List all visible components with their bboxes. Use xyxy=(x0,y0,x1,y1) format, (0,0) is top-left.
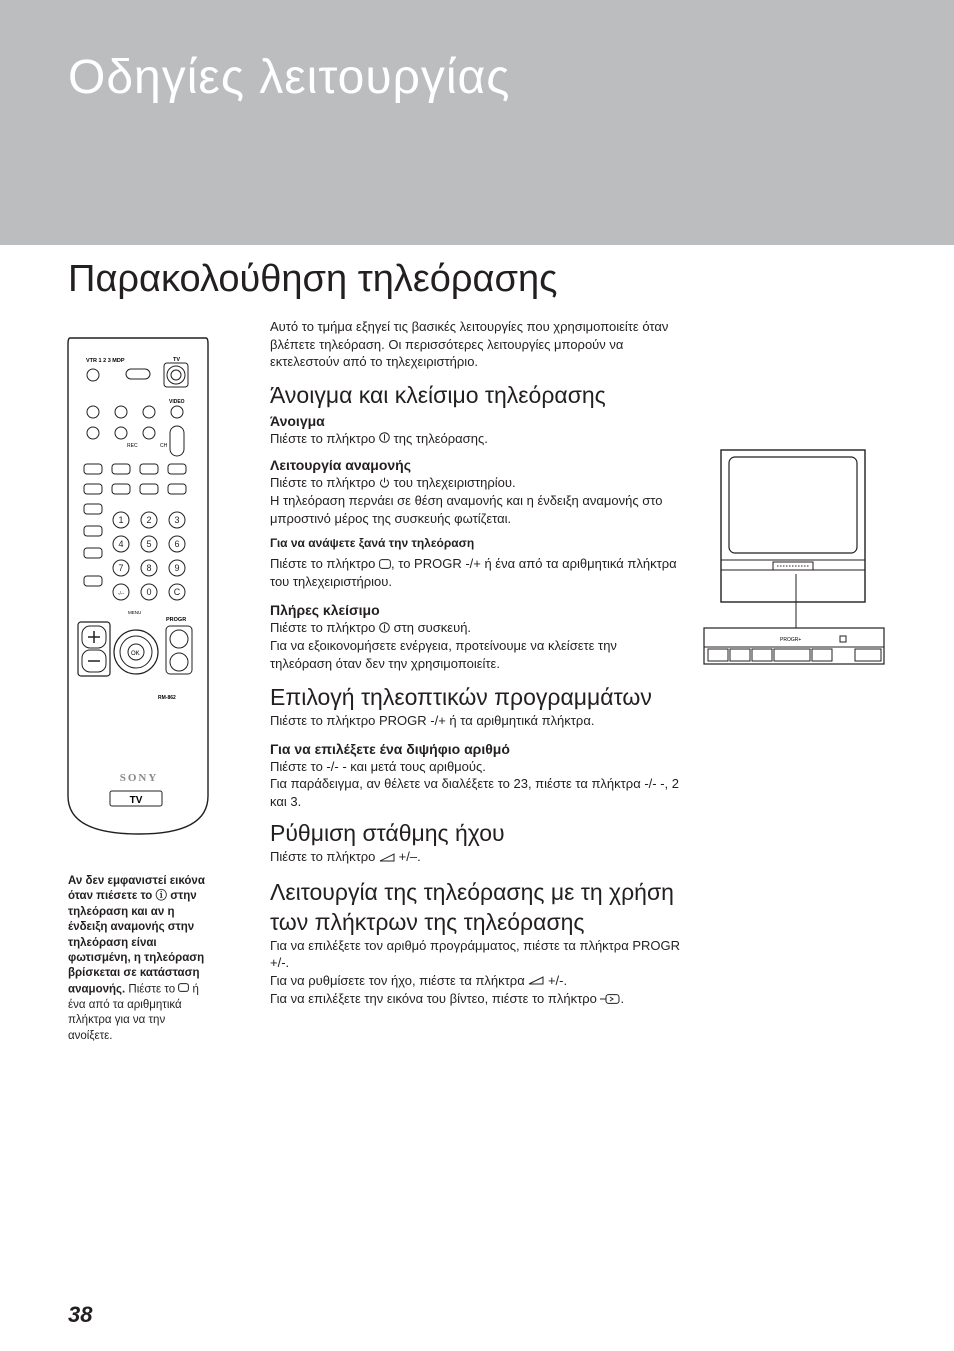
heading-tv-buttons: Λειτουργία της τηλεόρασης με τη χρήση των πλήκτρων της τηλεόρασης xyxy=(270,878,674,935)
subheading-standby: Λειτουργία αναμονής xyxy=(270,456,411,473)
subheading-open: Άνοιγμα xyxy=(270,412,325,429)
main-power-icon xyxy=(379,620,390,638)
remote-digit-5: 5 xyxy=(146,539,152,549)
tv-buttons-text-3: Για να επιλέξετε την εικόνα του βίντεο, πιέστε το πλήκτρο . xyxy=(270,990,700,1008)
side-note: Αν δεν εμφανιστεί εικόνα όταν πιέσετε το ⓘ στην τηλεόραση και αν η ένδειξη αναμονής στην τηλεόραση είναι φωτισμένη, η τηλεόραση βρίσκεται σε κατάσταση αναμονής. Πιέστε το ή ένα από τα αριθμητικά πλήκτρα για να την ανοίξετε. xyxy=(68,875,205,1042)
remote-menu-label: MENU xyxy=(128,610,142,615)
tv-set-illustration xyxy=(700,448,890,668)
page-number: 38 xyxy=(68,1302,93,1327)
remote-digit-8: 8 xyxy=(146,563,152,573)
standby-power-icon xyxy=(379,475,390,493)
remote-digit-2: 2 xyxy=(146,515,152,525)
remote-digit-4: 4 xyxy=(118,539,124,549)
two-digit-text-1: Πιέστε το -/- - και μετά τους αριθμούς. xyxy=(270,758,486,774)
tv-program-icon xyxy=(379,556,391,574)
page-header-title: Οδηγίες λειτουργίας xyxy=(68,51,511,104)
heading-on-off: Άνοιγμα και κλείσιμο τηλεόρασης xyxy=(270,381,606,408)
remote-rec-label: REC xyxy=(127,443,138,449)
full-off-text-1: Πιέστε το πλήκτρο στη συσκευή. xyxy=(270,619,680,637)
intro-paragraph: Αυτό το τμήμα εξηγεί τις βασικές λειτουργίες που χρησιμοποιείτε όταν βλέπετε τηλεόραση. Οι περισσότερες λειτουργίες μπορούν να εκτελεστούν από το τηλεχειριστήριο. xyxy=(270,319,669,369)
standby-text-2: Η τηλεόραση περνάει σε θέση αναμονής και η ένδειξη αναμονής στο μπροστινό μέρος της συσκευής φωτίζεται. xyxy=(270,493,663,526)
remote-tv-label: TV xyxy=(173,357,181,363)
remote-brand-logo: SONY xyxy=(119,772,159,784)
subheading-two-digit: Για να επιλέξετε ένα διψήφιο αριθμό xyxy=(270,740,510,757)
main-text-column xyxy=(270,318,680,1008)
remote-digit-dash: -/-- xyxy=(117,591,125,597)
remote-digit-9: 9 xyxy=(174,563,180,573)
header-banner xyxy=(0,0,954,245)
tv-buttons-text-1: Για να επιλέξετε τον αριθμό προγράμματος, πιέστε τα πλήκτρα PROGR +/-. xyxy=(270,937,681,971)
subheading-reopen: Για να ανάψετε ξανά την τηλεόραση xyxy=(270,536,475,551)
remote-control-illustration xyxy=(66,336,212,838)
full-off-text-2: Για να εξοικονομήσετε ενέργεια, προτείνουμε να κλείσετε την τηλεόραση όταν δεν την χρησιμοποιείτε. xyxy=(270,638,617,671)
remote-digit-7: 7 xyxy=(118,563,124,573)
reopen-text: Πιέστε το πλήκτρο , το PROGR -/+ ή ένα από τα αριθμητικά πλήκτρα του τηλεχειριστήριου. xyxy=(270,556,677,590)
remote-digit-1: 1 xyxy=(118,515,124,525)
open-text: Πιέστε το πλήκτρο της τηλεόρασης. xyxy=(270,430,680,448)
volume-text: Πιέστε το πλήκτρο +/–. xyxy=(270,848,680,866)
tv-buttons-text-2: Για να ρυθμίσετε τον ήχο, πιέστε τα πλήκτρα +/-. xyxy=(270,972,680,990)
remote-digit-c: C xyxy=(173,587,181,597)
heading-select-programs: Επιλογή τηλεοπτικών προγραμμάτων xyxy=(270,684,652,711)
remote-tv-button-label: TV xyxy=(129,795,143,806)
remote-digit-3: 3 xyxy=(174,515,180,525)
section-title: Παρακολούθηση τηλεόρασης xyxy=(68,258,558,300)
remote-vtr-label: VTR 1 2 3 MDP xyxy=(86,358,125,364)
remote-digit-0: 0 xyxy=(146,587,152,597)
side-note-bold: Αν δεν εμφανιστεί εικόνα όταν πιέσετε το ⓘ στην τηλεόραση και αν η ένδειξη αναμονής στην τηλεόραση είναι φωτισμένη, η τηλεόραση βρίσκεται σε κατάσταση αναμονής. xyxy=(68,875,205,996)
video-input-icon xyxy=(600,991,620,1009)
remote-ch-label: CH xyxy=(160,443,168,449)
remote-ok-label: OK xyxy=(131,651,140,657)
tv-panel-progr-label: PROGR+ xyxy=(780,637,802,643)
remote-video-label: VIDEO xyxy=(169,399,185,405)
volume-icon xyxy=(528,972,544,990)
remote-digit-6: 6 xyxy=(174,539,180,549)
heading-volume: Ρύθμιση στάθμης ήχου xyxy=(270,820,505,847)
two-digit-text-2: Για παράδειγμα, αν θέλετε να διαλέξετε το 23, πιέστε τα πλήκτρα -/- -, 2 και 3. xyxy=(270,776,679,809)
remote-model-label: RM-862 xyxy=(158,695,176,701)
standby-text-1: Πιέστε το πλήκτρο του τηλεχειριστηρίου. xyxy=(270,474,680,492)
remote-progr-label: PROGR xyxy=(166,617,187,623)
subheading-full-off: Πλήρες κλείσιμο xyxy=(270,601,380,618)
volume-icon xyxy=(379,849,395,867)
main-power-icon xyxy=(379,430,390,448)
tv-program-icon xyxy=(178,982,189,997)
select-programs-text: Πιέστε το πλήκτρο PROGR -/+ ή τα αριθμητικά πλήκτρα. xyxy=(270,713,595,729)
